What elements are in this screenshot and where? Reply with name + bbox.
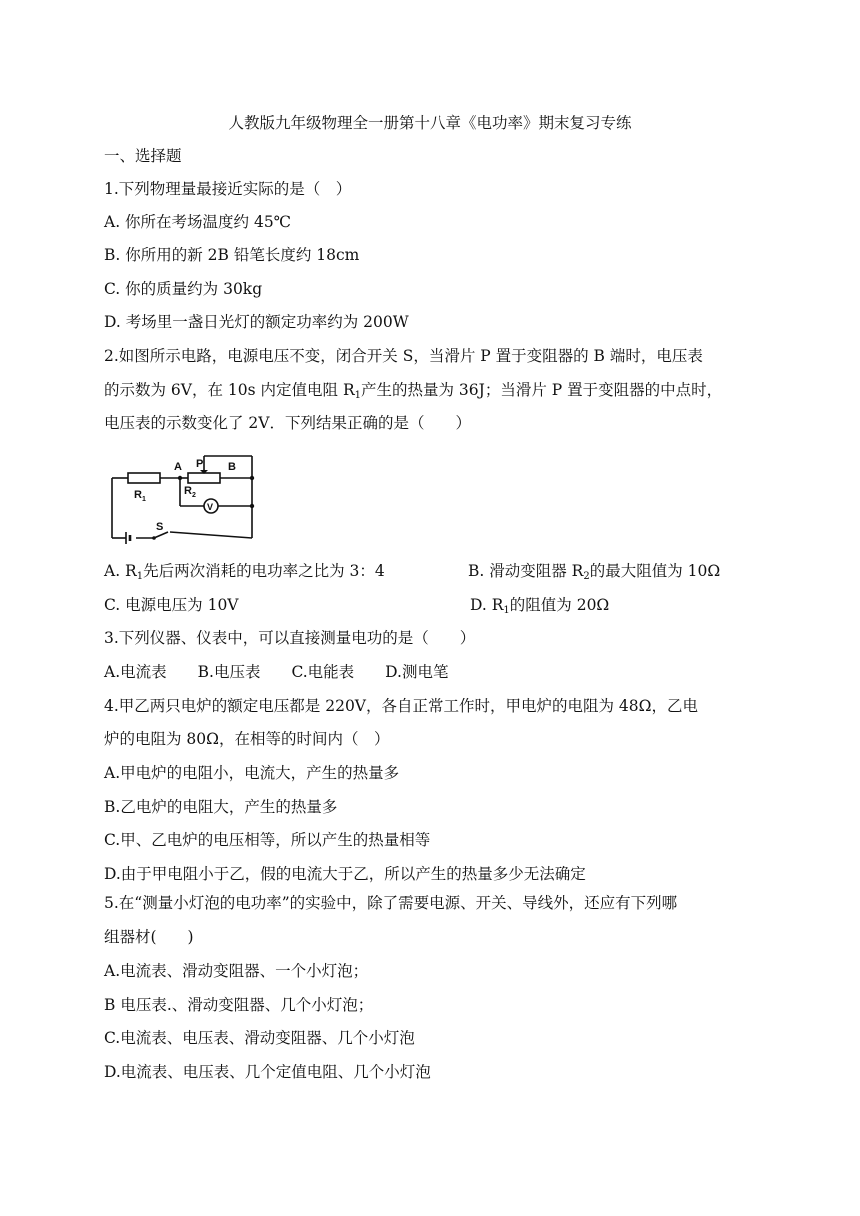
q4-option-b: B.乙电炉的电阻大，产生的热量多 <box>104 798 338 816</box>
figure-label-p: P <box>196 458 204 470</box>
figure-label-r1-sub: 1 <box>142 496 146 503</box>
q3-options: A.电流表 B.电压表 C.电能表 D.测电笔 <box>104 663 449 681</box>
figure-label-r2-sub: 2 <box>192 492 196 499</box>
q1-option-a: A. 你所在考场温度约 45℃ <box>104 213 292 231</box>
figure-label-a: A <box>174 461 182 473</box>
figure-label-r1: R <box>134 489 142 501</box>
q5-stem-line2: 组器材( ) <box>104 928 194 946</box>
q2-option-d: D. $R_1$的阻值为 20Ω <box>470 596 610 616</box>
circuit-diagram <box>108 448 258 550</box>
figure-label-r2: R <box>184 485 192 497</box>
q2-option-a: A. $R_1$先后两次消耗的电功率之比为 3：4 <box>104 562 385 582</box>
q1-option-d: D. 考场里一盏日光灯的额定功率约为 200W <box>104 313 409 331</box>
q5-option-c: C.电流表、电压表、滑动变阻器、几个小灯泡 <box>104 1029 415 1047</box>
q1-option-c: C. 你的质量约为 30kg <box>104 280 263 298</box>
page-title: 人教版九年级物理全一册第十八章《电功率》期末复习专练 <box>228 114 632 132</box>
q5-option-a: A.电流表、滑动变阻器、一个小灯泡； <box>104 962 369 980</box>
section-heading: 一、选择题 <box>104 147 182 165</box>
q1-stem: 1.下列物理量最接近实际的是（ ） <box>104 180 352 198</box>
q2-option-b: B. 滑动变阻器 $R_2$的最大阻值为 10Ω <box>468 562 721 582</box>
q2-option-c: C. 电源电压为 10V <box>104 596 239 614</box>
q4-option-a: A.甲电炉的电阻小，电流大，产生的热量多 <box>104 764 400 782</box>
q4-stem-line2: 炉的电阻为 80Ω，在相等的时间内（ ） <box>104 730 390 748</box>
q2-stem-line1: 2.如图所示电路，电源电压不变，闭合开关 S，当滑片 P 置于变阻器的 B 端时，电压表 <box>104 347 703 365</box>
q5-option-b: B 电压表.、滑动变阻器、几个小灯泡； <box>104 996 374 1014</box>
q4-option-d: D.由于甲电阻小于乙，假的电流大于乙，所以产生的热量多少无法确定 <box>104 865 586 883</box>
q2-stem-line2: 的示数为 6V，在 10s 内定值电阻 $R_1$产生的热量为 36J；当滑片 P 置于变阻器的中点时， <box>104 381 723 401</box>
q4-stem-line1: 4.甲乙两只电炉的额定电压都是 220V，各自正常工作时，甲电炉的电阻为 48Ω，乙电 <box>104 697 698 715</box>
q4-option-c: C.甲、乙电炉的电压相等，所以产生的热量相等 <box>104 831 431 849</box>
q1-option-b: B. 你所用的新 2B 铅笔长度约 18cm <box>104 246 360 264</box>
q5-stem-line1: 5.在“测量小灯泡的电功率”的实验中，除了需要电源、开关、导线外，还应有下列哪 <box>104 894 678 912</box>
q5-option-d: D.电流表、电压表、几个定值电阻、几个小灯泡 <box>104 1063 431 1081</box>
figure-label-b: B <box>228 461 236 473</box>
figure-label-v: V <box>207 502 214 512</box>
q3-stem: 3.下列仪器、仪表中，可以直接测量电功的是（ ） <box>104 629 476 647</box>
figure-label-s: S <box>156 521 164 533</box>
q2-stem-line3: 电压表的示数变化了 2V．下列结果正确的是（ ） <box>104 414 471 432</box>
